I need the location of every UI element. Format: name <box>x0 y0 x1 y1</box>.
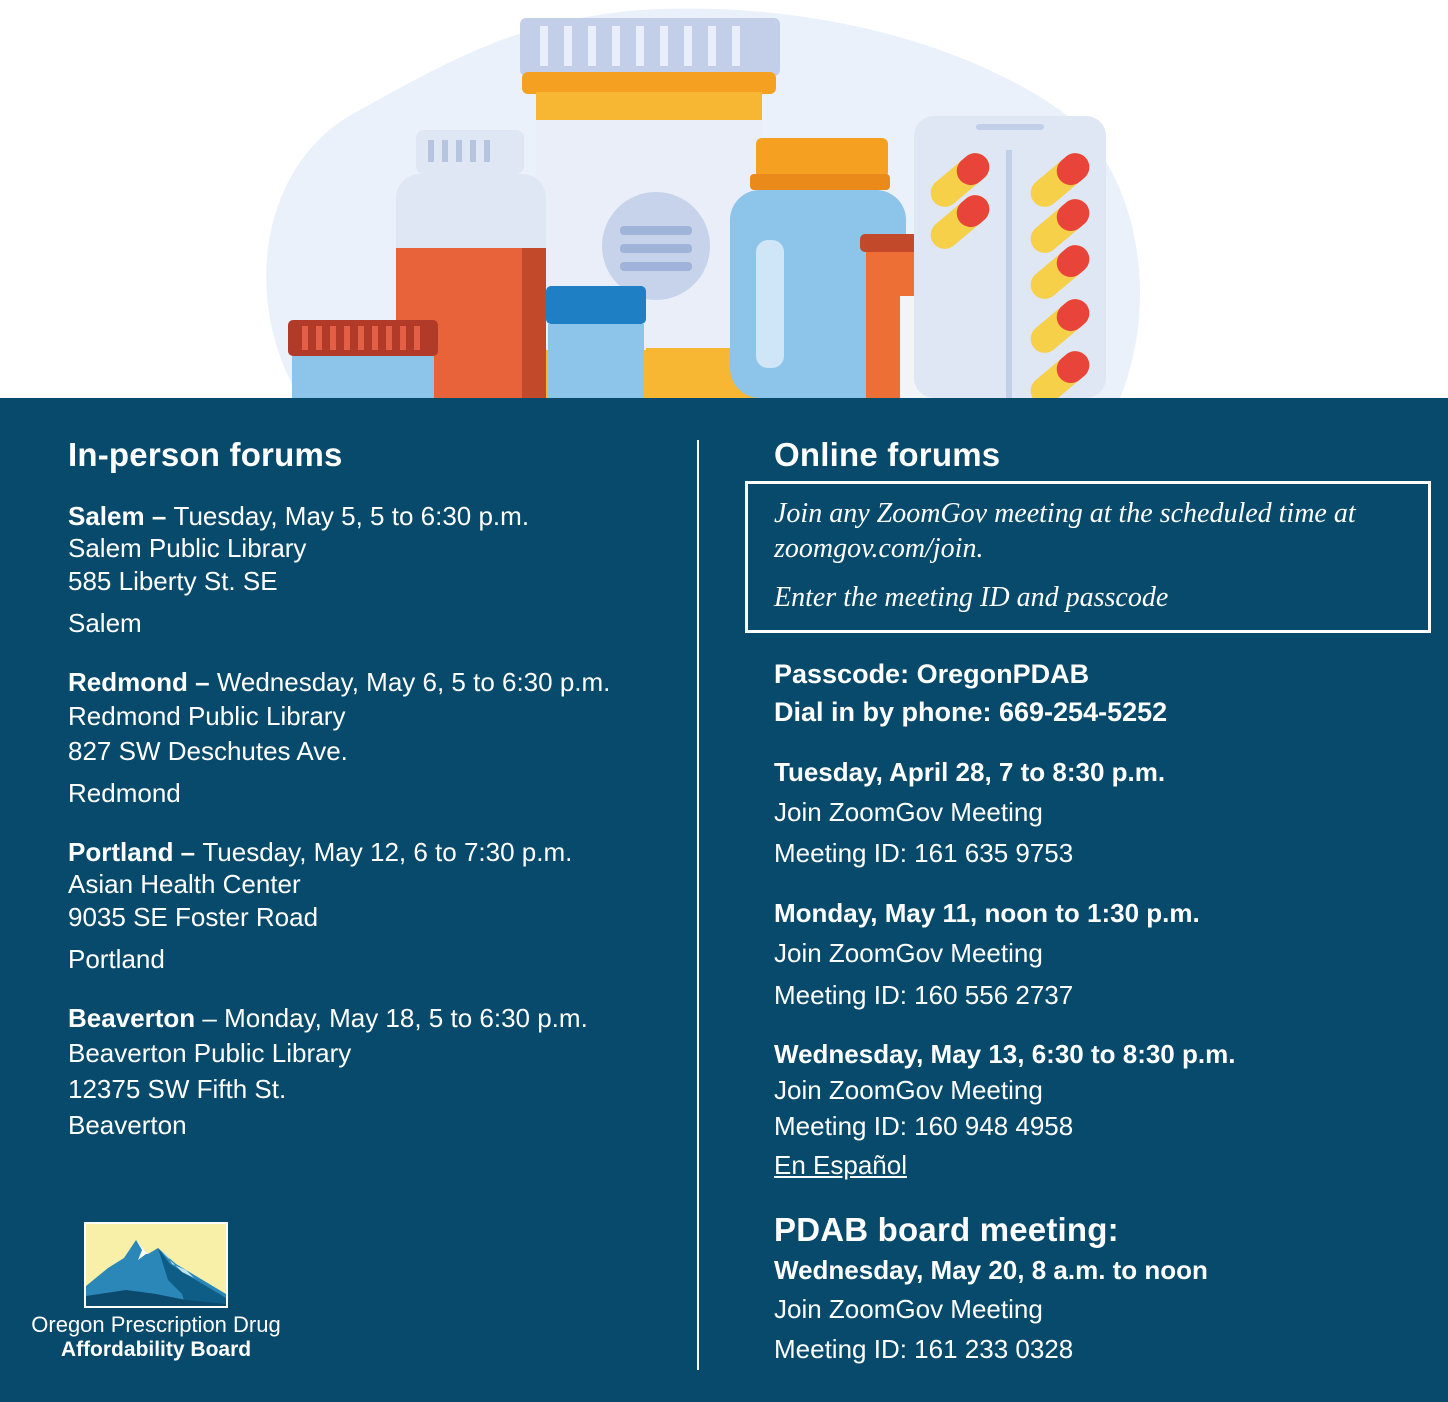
event-title: Portland – Tuesday, May 12, 6 to 7:30 p.m. <box>68 837 573 867</box>
session-join: Join ZoomGov Meeting <box>774 1075 1043 1105</box>
event-venue: Salem Public Library <box>68 533 307 563</box>
mountain-logo-icon <box>84 1222 228 1308</box>
event-address: 12375 SW Fifth St. <box>68 1074 287 1104</box>
event-town: Portland <box>68 944 165 974</box>
event-venue: Redmond Public Library <box>68 701 346 731</box>
session-meeting-id: Meeting ID: 160 948 4958 <box>774 1111 1074 1141</box>
event-address: 827 SW Deschutes Ave. <box>68 736 348 766</box>
online-heading: Online forums <box>774 436 1001 473</box>
session-when: Monday, May 11, noon to 1:30 p.m. <box>774 898 1200 928</box>
board-meeting-when: Wednesday, May 20, 8 a.m. to noon <box>774 1255 1208 1285</box>
session-join: Join ZoomGov Meeting <box>774 938 1043 968</box>
column-divider <box>697 440 699 1370</box>
in-person-heading: In-person forums <box>68 436 343 473</box>
event-title: Salem – Tuesday, May 5, 5 to 6:30 p.m. <box>68 501 530 531</box>
event-title: Beaverton – Monday, May 18, 5 to 6:30 p.m. <box>68 1003 588 1033</box>
instructions-line2: zoomgov.com/join. <box>774 533 984 564</box>
event-address: 585 Liberty St. SE <box>68 566 278 596</box>
medicine-bottles-illustration <box>0 0 1448 398</box>
board-meeting-id: Meeting ID: 161 233 0328 <box>774 1334 1074 1364</box>
event-title: Redmond – Wednesday, May 6, 5 to 6:30 p.m. <box>68 667 611 697</box>
pill-bottles-icon <box>0 0 1448 398</box>
event-town: Redmond <box>68 778 181 808</box>
event-town: Salem <box>68 608 142 638</box>
instructions-box <box>745 481 1431 633</box>
event-address: 9035 SE Foster Road <box>68 902 319 932</box>
board-meeting-heading: PDAB board meeting: <box>774 1211 1119 1248</box>
board-meeting-join: Join ZoomGov Meeting <box>774 1294 1043 1324</box>
pdab-logo <box>18 1220 298 1370</box>
event-town: Beaverton <box>68 1110 187 1140</box>
session-join: Join ZoomGov Meeting <box>774 797 1043 827</box>
dial-in: Dial in by phone: 669-254-5252 <box>774 697 1168 727</box>
session-meeting-id: Meeting ID: 160 556 2737 <box>774 980 1074 1010</box>
instructions-line1: Join any ZoomGov meeting at the scheduled time at <box>774 498 1356 529</box>
logo-name-line1: Oregon Prescription Drug <box>31 1312 281 1337</box>
passcode: Passcode: OregonPDAB <box>774 659 1090 689</box>
session-meeting-id: Meeting ID: 161 635 9753 <box>774 838 1074 868</box>
event-venue: Asian Health Center <box>68 869 301 899</box>
instructions-line3: Enter the meeting ID and passcode <box>774 582 1169 613</box>
session-when: Wednesday, May 13, 6:30 to 8:30 p.m. <box>774 1039 1236 1069</box>
forums-panel <box>0 398 1448 1402</box>
en-espanol-link[interactable]: En Español <box>774 1150 907 1180</box>
event-venue: Beaverton Public Library <box>68 1038 352 1068</box>
logo-name-line2: Affordability Board <box>60 1338 252 1361</box>
session-when: Tuesday, April 28, 7 to 8:30 p.m. <box>774 757 1166 787</box>
